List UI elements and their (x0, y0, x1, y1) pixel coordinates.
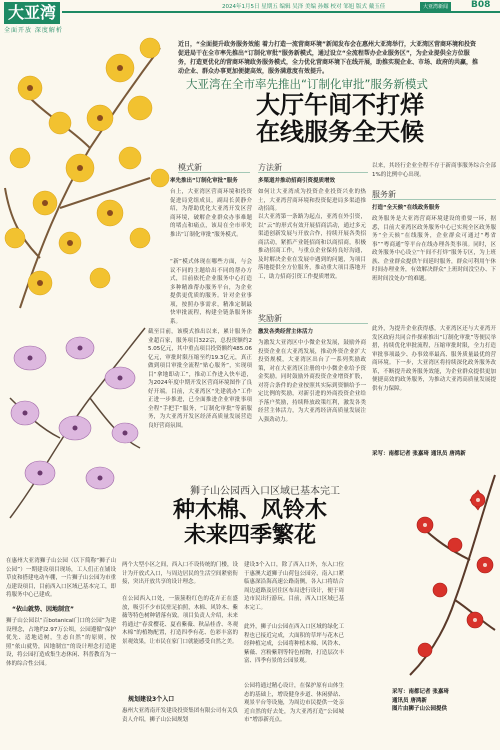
article-column: 为激发大亚湾区中小微企业发展，鼓励外商投资企业在大亚湾发展，推动外资企业扩大投资规模，大亚湾区出台了一系列奖励政策，对在大亚湾区注册的中小微企业给予资金奖励。同时鼓励外商投资企业增资扩股，对符合条件的企业按照其实际到资额给予一定比例的奖励，对新引进的外商投资企业给予落户奖励，持续释放政策红利，激发各类经营主体活力，为大亚湾经济高质量发展注入强劲动力。 (258, 340, 366, 423)
main-headline (180, 91, 500, 145)
subhead-service: 服务新 (372, 190, 396, 199)
lead-paragraph: 近日，“全面提升政务服务效能 着力打造一流营商环境”新闻发布会在惠州大亚湾举行，大亚湾区营商环境和投资促进局干在全市率先推出“订制化审批”服务新模式，通过设立“全流程帮办企业服务区”，为企业提供全方位服务，打造更优化的营商环境政务服务模式，全力优化营商环境下在线开展，助推实现企业、市场、政府的共赢，推动企业、群众办事更加便捷高效，服务满意度有效提升。 (178, 41, 479, 75)
second-headline-line2: 未来四季繁花 (183, 522, 316, 548)
main-headline-line2: 在线服务全天候 (256, 117, 424, 146)
second-headline-line1: 种木棉、风铃木 (172, 497, 327, 523)
article-column: 以大亚湾第一条路为起点，亚湾在外引资，以“云”的形式有效开展招商活动，通过多元渠道创新发展与开放合作，持续开展各类招商活动，紧抓产业链招商和以商招商，积极推动招商工作，与重点企业保持良好沟通，及时解决企业在发展中遇到的问题，为项目落地提供全方位服务，推动重大项目落地开工，助力招商引资工作提质增效。 (258, 214, 366, 280)
article-column: “新”模式体现在哪些方面，与会议不同的主题给出不同的帮办方式，目前依托企业服务中心打造多种精准帮办服务平台，为企业提供更优质的服务。针对企业事项，按照办事需求，精准定制最快审批流程，构建全链条服务体系。 (170, 259, 252, 325)
section-name: 大亚湾新闻 (420, 2, 451, 11)
section-slogan: 全面开放 深度解析 (4, 27, 63, 34)
headline-kicker: 大亚湾在全市率先推出“订制化审批”服务新模式 (186, 77, 428, 91)
page-number: B08 (471, 0, 491, 10)
purple-flowers-illustration (0, 318, 150, 528)
article-credit: 采写：南都记者 张嘉琦 通讯员 唐鸿新 (372, 451, 466, 457)
article-column: 惠州大亚湾南开发建设投资集团有限公司有关负责人介绍，狮子山公园规划 (122, 708, 238, 723)
subhead-rule (258, 323, 368, 324)
subhead-service-desc: 打造“全天候”在线政务服务 (372, 205, 440, 211)
red-flowers-illustration (400, 470, 500, 680)
subhead-mode-desc: 率先推出“订制化审批”服务 (170, 178, 238, 184)
article-column: 截至目前，该模式推出以来，累计服务企业超百家，服务项目322宗，总投资额约25.05亿元，其中重点项目投资额约485.06亿元，审批时限压缩至约19.3亿元，真正做到项目审批全流程“贴心服务”，实现项目“拿地即动工”，推动工作进入快车道，为2024年度中期开发区营商环境图作了良好开端。目前，大亚湾区“先建就办”工作正进一步推进，已全面推进企业审批事项全程“手把手”服务，“订制化审批”等新服务，为大亚湾开发区经济高质量发展营造良好营商氛围。 (148, 329, 252, 429)
yellow-flowers-illustration (0, 28, 175, 318)
bottom-subhead: “依山就势、因地制宜” (12, 606, 74, 613)
article-column: 政务服务是大亚湾营商环境建设的重要一环，据悉，目前大亚湾区政务服务中心已实现全区政务服务“全天候”在线服务，企业群众可通过“粤省事”“粤商通”等平台在线办理各类事项。同时，区政务服务中心设立“午间不打烊”服务专区，为上班族、企业群众提供午间延时服务，群众可利用午休时间办理业务，有效解决群众“上班时间没空办、下班时间没处办”的难题。 (372, 216, 496, 282)
bottom-credits (392, 688, 449, 714)
second-article-kicker: 狮子山公园西入口区域已基本完工 (190, 486, 340, 497)
article-column: 建设3个入口，除了西入口外，东入口位于惠澳大道狮子山荷包公园旁，南入口紧临惠深沿海高速公路南侧，各入口将结合周边道路及居住区布局进行设计，便于周边市民出行游玩。目前，西入口区域已基本完工。 (244, 562, 344, 611)
article-column: 此外，狮子山公园在西入口区域的绿化工程也已接近完成，大面积的草坪与花木已经种植完成，公园将种植木棉、风铃木、紫薇、宫粉紫荆等特色植物，打造层次丰富、四季有景的公园景观。 (244, 624, 344, 664)
second-article-headline (130, 498, 370, 548)
issue-info: 2024年1月5日 星期五 编辑 吴泽 美编 孙嫄 校对 邹旭 版式 戴玉佳 (222, 4, 386, 10)
article-column: 两个大型小区之间，西入口不设传统的门楼，设计为开放式入口，与周边居民的生活空间紧密衔接，突出开放共享的设计理念。 (122, 562, 238, 585)
article-column: 在惠州大亚湾狮子山公园（以下简称“狮子山公园”）一期建设项目现场，工人们正在铺设草皮和搭建电动车棚，一片狮子山公园为市重点建设项目，目前西入口区域已基本完工，即将服务中心已建成。 (6, 558, 117, 598)
article-column: 此外，为提升企业获得感，大亚湾区还与大亚湾开发区政府共同合作探索推出“订制化审批”等便民举措，持续优化审批流程，压缩审批时限，全力打造审批事项最少、办事效率最高、服务质量最优的营商环境。下一步，大亚湾区将持续深化政务服务改革，不断提升政务服务效能，为企业群众提供更加便捷高效的政务服务，为推动大亚湾高质量发展提供有力保障。 (372, 326, 496, 392)
subhead-reward: 奖励新 (258, 314, 282, 323)
subhead-rule (258, 172, 368, 173)
section-logo: 大亚湾 (4, 2, 60, 24)
article-column: 台上，大亚湾区营商环境和投资促进局党组成员，副局长黄静介绍，为帮助优化大亚湾开发区营商环境，破解企业群众办事难题的堵点和痛点，该局在全市率先推出“订制化审批”服务模式。 (170, 189, 252, 238)
article-column: 如何让大亚湾成为投资企业投资兴业的热土，大亚湾营商环境和投资促进局多渠道推动招商。 (258, 189, 366, 212)
masthead-rule (62, 11, 500, 13)
subhead-reward-desc: 激发各类经营主体活力 (258, 329, 314, 335)
article-column: 狮子山公园以“百botanical门口的公园”为建设理念，占地约2.97万公顷，公园遵循“保护优先、适地适树，生态自然”的原则，按照“依山就势，因地制宜”的设计理念打造建设，将公园打造成集生态休闲、科普教育为一体的综合性公园。 (6, 618, 117, 667)
bottom-subhead: 规划建设3个入口 (128, 696, 175, 703)
subhead-mode: 模式新 (178, 163, 202, 172)
article-column: 以来，其经行企业全程不存于新商事服务综合全部1%的比例中心出现。 (372, 163, 496, 178)
article-column: 在公园西入口处，一簇簇粉红色的花卉正在盛放，吸引不少市民驻足拍照，木棉、风铃木、紫薇等特色树种错落有致。项目负责人介绍，未来将通过“春赏樱花、夏看紫薇、秋品桂香、冬观木棉”的植物配置，打造四季有花、色彩丰富的景观效果，让市民在家门口就能感受自然之美。 (122, 596, 238, 645)
main-headline-line1: 大厅午间不打烊 (256, 90, 424, 119)
subhead-rule (372, 199, 496, 200)
credit-line: 图片由狮子山公园提供 (392, 706, 448, 712)
article-column: 公园将通过精心设计，在保护原有山体生态的基础上，增设健身步道、休闲驿站、观景平台等设施，为周边市民提供一处亲近自然的好去处，为大亚湾打造“公园城市”增添新亮点。 (244, 683, 344, 723)
credit-line: 通讯员 唐鸿新 (392, 697, 427, 704)
subhead-method: 方法新 (258, 163, 282, 172)
subhead-method-desc: 多渠道并推动招商引资提质增效 (258, 178, 336, 184)
credit-line: 采写：南都记者 张嘉琦 (392, 689, 449, 695)
subhead-rule (178, 172, 250, 173)
